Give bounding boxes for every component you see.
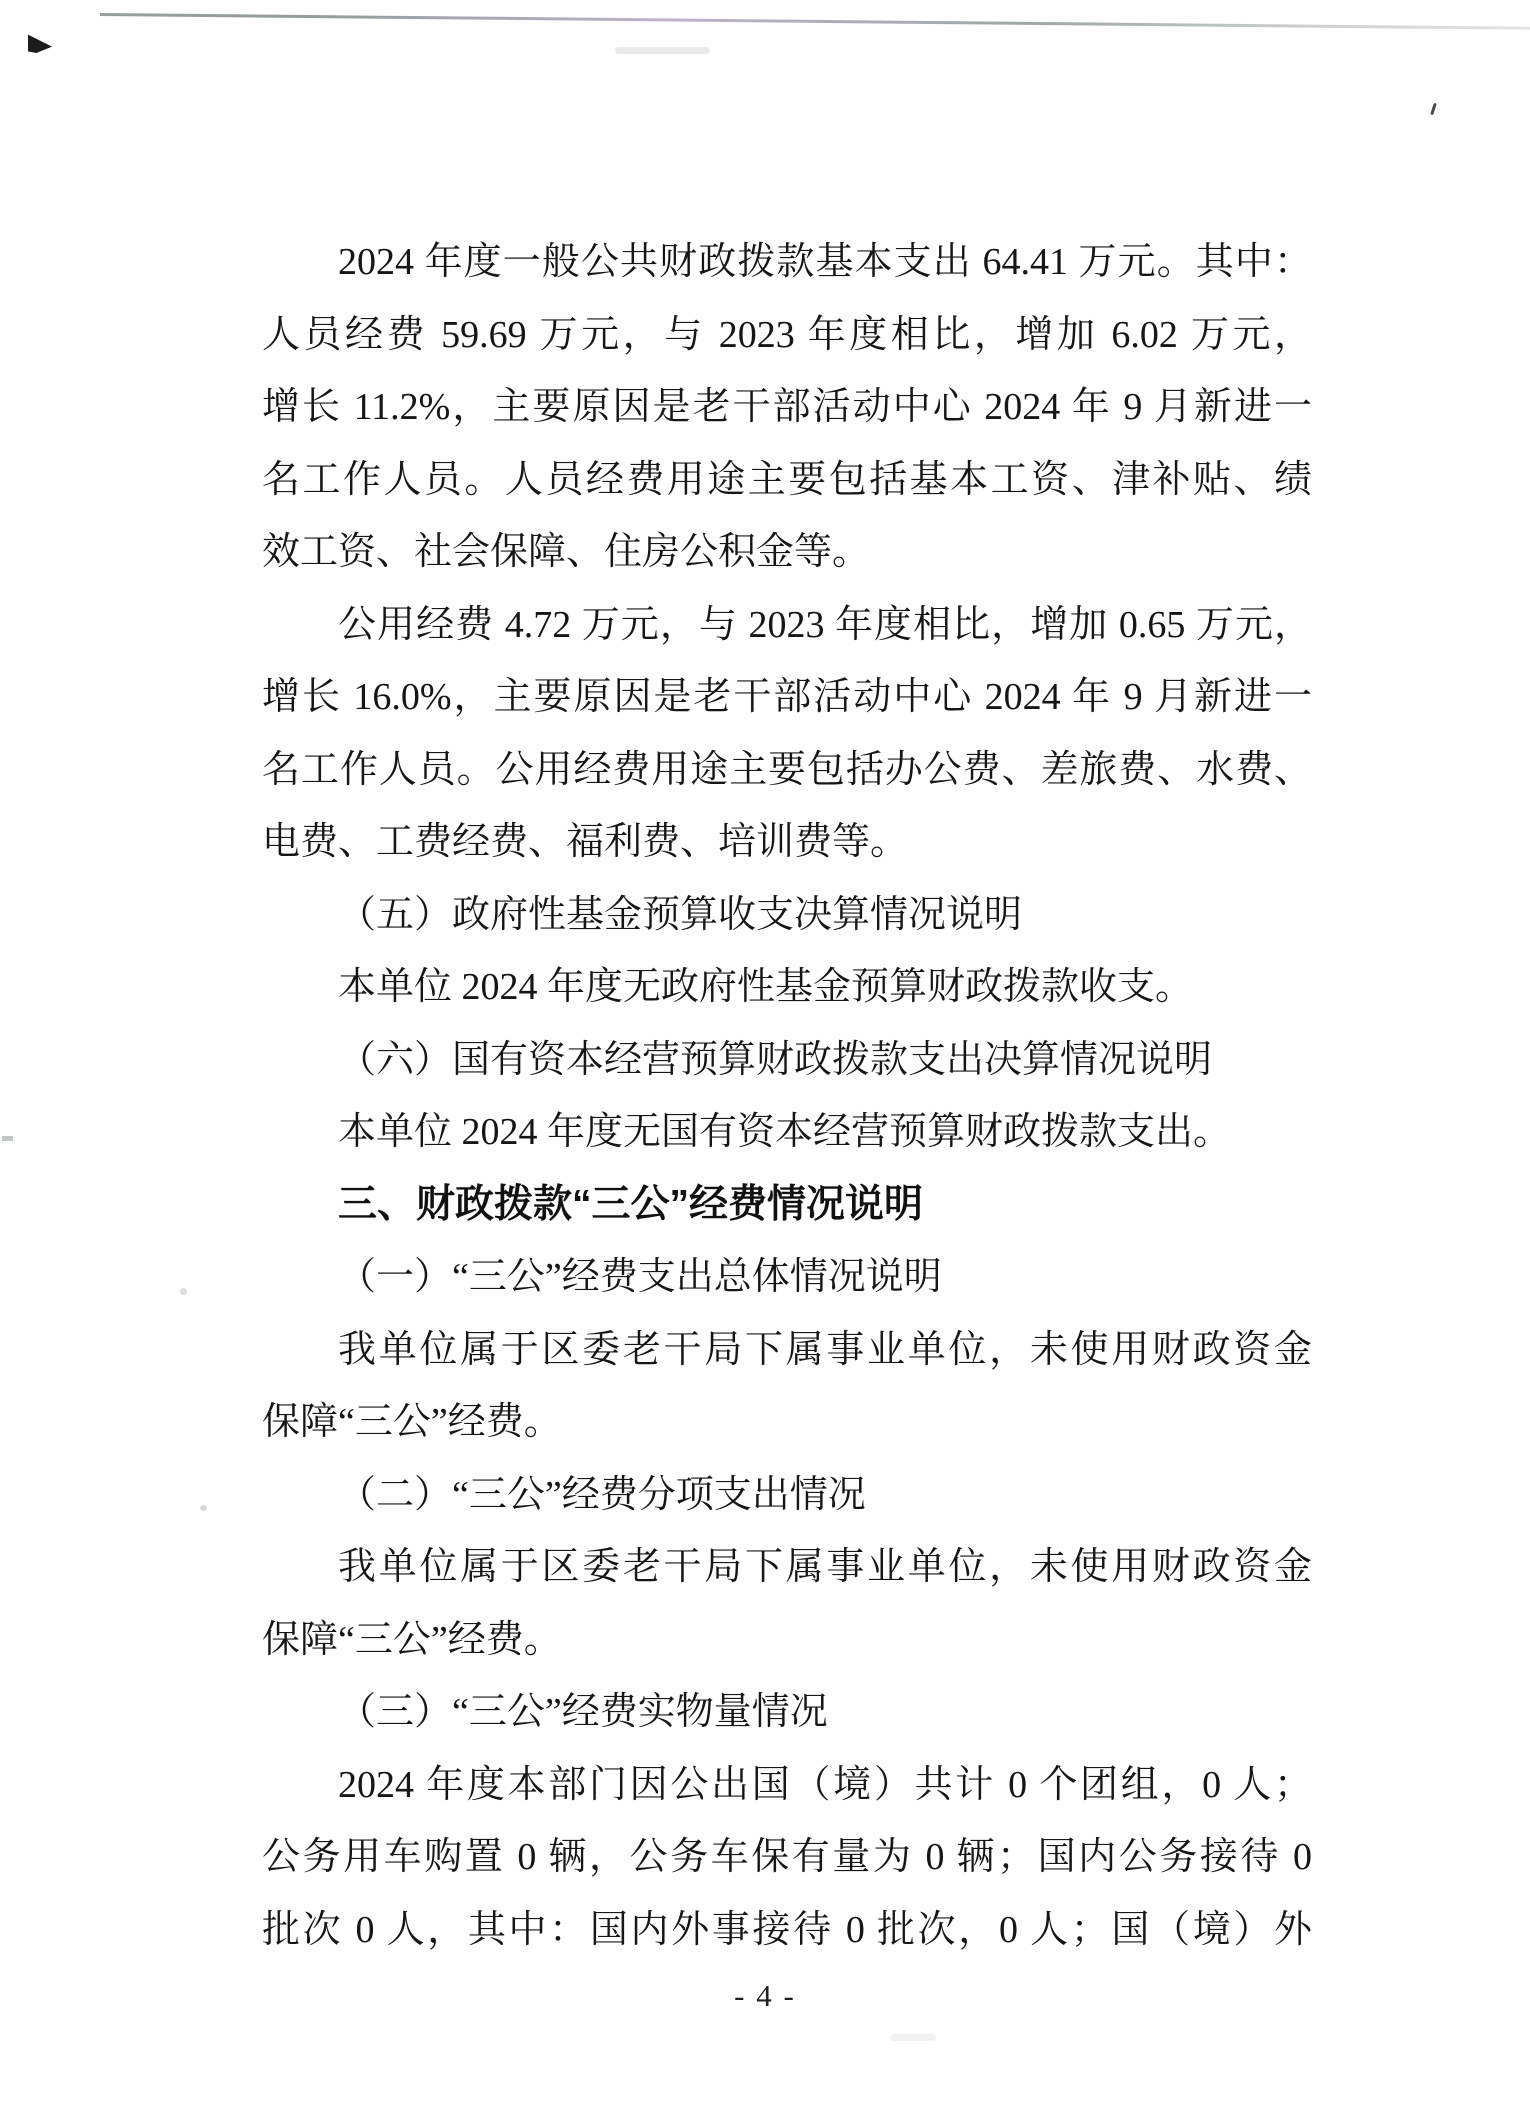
text-line: 效工资、社会保障、住房公积金等。 [262, 531, 871, 573]
text-line: 公用经费 4.72 万元，与 2023 年度相比，增加 0.65 万元， [338, 603, 1312, 646]
scan-artifact-speck [180, 1288, 187, 1295]
text-line: （一）“三公”经费支出总体情况说明 [338, 1256, 942, 1298]
text-line: 批次 0 人，其中：国内外事接待 0 批次，0 人；国（境）外 [262, 1908, 1312, 1951]
text-line: 本单位 2024 年度无国有资本经营预算财政拨款支出。 [338, 1111, 1232, 1153]
scan-artifact-top-line [100, 13, 1530, 30]
text-line: 2024 年度一般公共财政拨款基本支出 64.41 万元。其中： [338, 241, 1312, 283]
text-line: 保障“三公”经费。 [262, 1401, 562, 1443]
scan-artifact-speck [2, 1136, 13, 1141]
scan-artifact-smudge [890, 2034, 936, 2041]
document-body [262, 226, 1312, 1966]
text-line: 我单位属于区委老干局下属事业单位，未使用财政资金 [338, 1546, 1312, 1588]
text-line: 人员经费 59.69 万元，与 2023 年度相比，增加 6.02 万元， [262, 313, 1312, 356]
text-line: 公务用车购置 0 辆，公务车保有量为 0 辆；国内公务接待 0 [262, 1836, 1312, 1878]
text-line: 电费、工费经费、福利费、培训费等。 [262, 821, 909, 863]
text-line: 增长 11.2%，主要原因是老干部活动中心 2024 年 9 月新进一 [262, 386, 1312, 428]
text-line: 名工作人员。人员经费用途主要包括基本工资、津补贴、绩 [262, 458, 1312, 501]
section-heading: 三、财政拨款“三公”经费情况说明 [338, 1182, 924, 1226]
scan-artifact-speck [200, 1505, 207, 1511]
text-line: 名工作人员。公用经费用途主要包括办公费、差旅费、水费、 [262, 748, 1312, 791]
page-number: - 4 - [734, 1978, 796, 2013]
text-line: （五）政府性基金预算收支决算情况说明 [338, 893, 1023, 936]
text-line: （六）国有资本经营预算财政拨款支出决算情况说明 [338, 1038, 1213, 1081]
text-line: 2024 年度本部门因公出国（境）共计 0 个团组，0 人； [338, 1763, 1312, 1806]
scan-artifact-smudge [615, 47, 710, 54]
text-line: 我单位属于区委老干局下属事业单位，未使用财政资金 [338, 1328, 1312, 1371]
text-line: 本单位 2024 年度无政府性基金预算财政拨款收支。 [338, 966, 1194, 1008]
text-line: 增长 16.0%，主要原因是老干部活动中心 2024 年 9 月新进一 [262, 676, 1312, 718]
text-line: （二）“三公”经费分项支出情况 [338, 1473, 866, 1516]
scan-artifact-speck [1430, 103, 1437, 115]
scan-artifact-corner-mark [28, 33, 52, 53]
text-line: 保障“三公”经费。 [262, 1618, 562, 1661]
text-line: （三）“三公”经费实物量情况 [338, 1691, 828, 1733]
